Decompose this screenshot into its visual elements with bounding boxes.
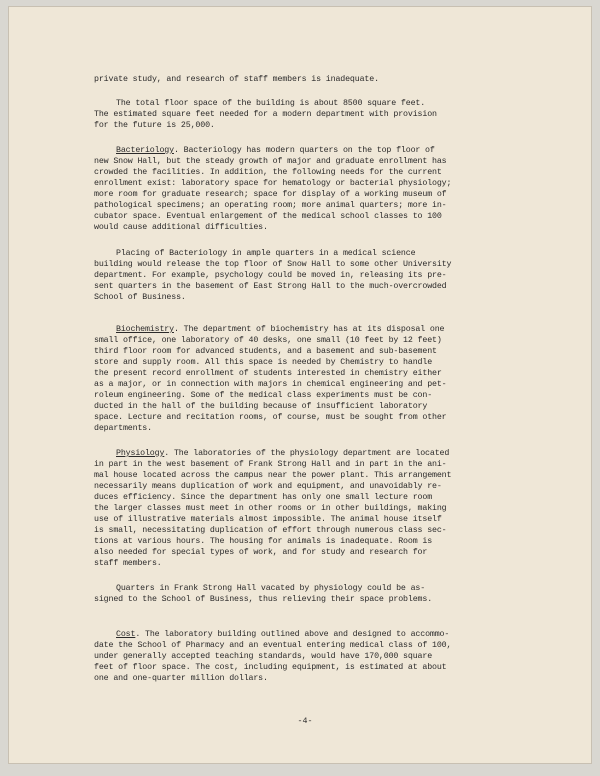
bacteriology-first-line (94, 145, 524, 156)
cost-line-5: one and one-quarter million dollars. (94, 674, 268, 683)
biochemistry-line-10: departments. (94, 424, 152, 433)
physiology-line-9: tions at various hours. The housing for animals is inadequate. Room is (94, 537, 433, 546)
bacteriology-line-6: pathological specimens; an operating room; more animal quarters; more in- (94, 201, 447, 210)
bacteriology-line-4: enrollment exist: laboratory space for hematology or bacterial physiology; (94, 179, 452, 188)
biochemistry-line-8: ducted in the hall of the building because of insufficient laboratory (94, 402, 428, 411)
physiology-line-11: staff members. (94, 559, 162, 568)
quarters-line-2: signed to the School of Business, thus relieving their space problems. (94, 595, 433, 604)
document-page (8, 6, 592, 764)
bacteriology-first-line-text: . Bacteriology has modern quarters on the top floor of (173, 146, 435, 155)
placing-bacteriology-line-1: Placing of Bacteriology in ample quarters in a medical science (116, 249, 416, 258)
biochemistry-line-4: store and supply room. All this space is needed by Chemistry to handle (94, 358, 433, 367)
physiology-line-10: also needed for special types of work, and for study and research for (94, 548, 428, 557)
biochemistry-paragraph (94, 324, 524, 434)
bacteriology-line-5: more room for graduate research; space for display of a working museum of (94, 190, 447, 199)
physiology-line-2: in part in the west basement of Frank Strong Hall and in part in the ani- (94, 460, 447, 469)
cost-line-4: feet of floor space. The cost, including equipment, is estimated at about (94, 663, 447, 672)
cost-line-3: under generally accepted teaching standards, would have 170,000 square (94, 652, 433, 661)
cost-line-2: date the School of Pharmacy and an eventual entering medical class of 100, (94, 641, 452, 650)
biochemistry-first-line-text: . The department of biochemistry has at its disposal one (173, 325, 445, 334)
physiology-line-6: the larger classes must meet in other rooms or in other buildings, making (94, 504, 447, 513)
physiology-line-5: duces efficiency. Since the department has only one small lecture room (94, 493, 433, 502)
physiology-line-8: is small, necessitating duplication of effort through numerous class sec- (94, 526, 447, 535)
opening-line: private study, and research of staff members is inadequate. (94, 75, 379, 84)
floor-space-paragraph (94, 98, 524, 131)
page-number: -4- (297, 717, 313, 726)
placing-bacteriology-line-4: sent quarters in the basement of East Strong Hall to the much-overcrowded (94, 282, 447, 291)
floor-space-line-3: for the future is 25,000. (94, 121, 215, 130)
floor-space-line-2: The estimated square feet needed for a modern department with provision (94, 110, 437, 119)
placing-bacteriology-line-3: department. For example, psychology could be moved in, releasing its pre- (94, 271, 447, 280)
biochemistry-first-line (94, 324, 524, 335)
bacteriology-line-3: crowded the facilities. In addition, the following needs for the current (94, 168, 442, 177)
quarters-line-1: Quarters in Frank Strong Hall vacated by physiology could be as- (116, 584, 426, 593)
placing-bacteriology-paragraph (94, 248, 524, 303)
biochemistry-line-5: the present record enrollment of students interested in chemistry either (94, 369, 442, 378)
physiology-first-line-text: . The laboratories of the physiology department are located (164, 449, 450, 458)
biochemistry-line-3: third floor room for advanced students, and a basement and sub-basement (94, 347, 437, 356)
floor-space-line-1: The total floor space of the building is about 8500 square feet. (116, 99, 426, 108)
physiology-line-4: necessarily means duplication of work and equipment, and unavoidably re- (94, 482, 442, 491)
bacteriology-heading: Bacteriology (116, 146, 174, 155)
biochemistry-line-9: space. Lecture and recitation rooms, of course, must be sought from other (94, 413, 447, 422)
quarters-paragraph (94, 583, 524, 605)
typed-memo-content (94, 74, 524, 684)
biochemistry-line-6: as a major, or in connection with majors in chemical engineering and pet- (94, 380, 447, 389)
physiology-line-3: mal house located across the campus near the power plant. This arrangement (94, 471, 452, 480)
physiology-first-line (94, 448, 524, 459)
biochemistry-line-7: roleum engineering. Some of the medical class experiments must be con- (94, 391, 433, 400)
bacteriology-paragraph (94, 145, 524, 233)
bacteriology-line-8: would cause additional difficulties. (94, 223, 268, 232)
placing-bacteriology-line-5: School of Business. (94, 293, 186, 302)
cost-first-line (94, 629, 524, 640)
physiology-line-7: use of illustrative materials almost impossible. The animal house itself (94, 515, 442, 524)
cost-first-line-text: . The laboratory building outlined above and designed to accommo- (135, 630, 450, 639)
biochemistry-heading: Biochemistry (116, 325, 174, 334)
physiology-paragraph (94, 448, 524, 569)
bacteriology-line-2: new Snow Hall, but the steady growth of major and graduate enrollment has (94, 157, 447, 166)
bacteriology-line-7: cubator space. Eventual enlargement of the medical school classes to 100 (94, 212, 442, 221)
biochemistry-line-2: small office, one laboratory of 40 desks, one small (10 feet by 12 feet) (94, 336, 442, 345)
physiology-heading: Physiology (116, 449, 165, 458)
placing-bacteriology-line-2: building would release the top floor of Snow Hall to some other University (94, 260, 452, 269)
cost-paragraph (94, 629, 524, 684)
opening-paragraph (94, 74, 524, 85)
cost-heading: Cost (116, 630, 136, 639)
